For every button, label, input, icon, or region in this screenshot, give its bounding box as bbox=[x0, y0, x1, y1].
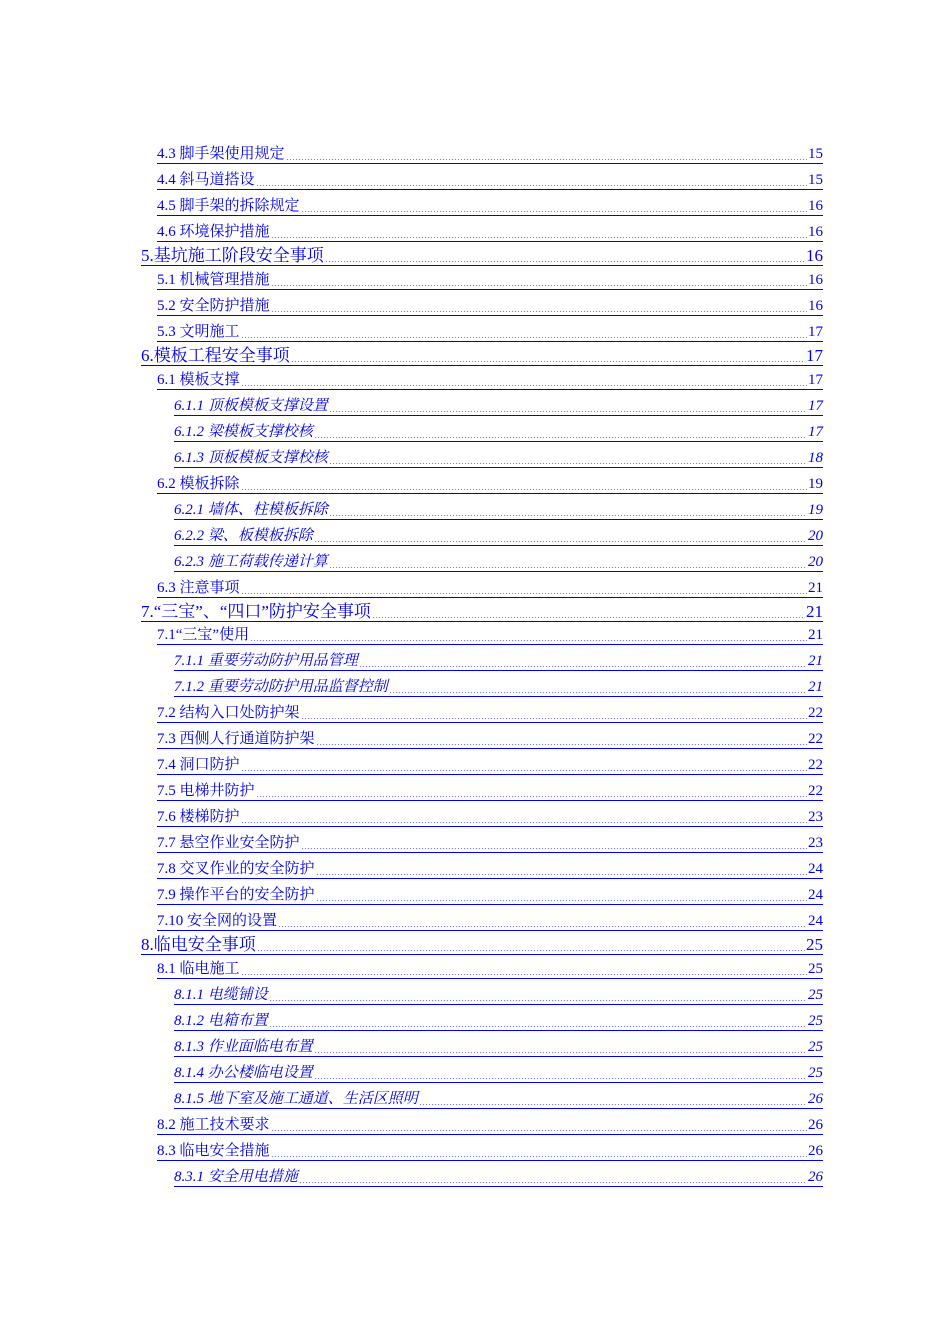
toc-entry[interactable] bbox=[157, 726, 823, 749]
toc-leader-dots bbox=[286, 145, 807, 163]
toc-entry-title: 7.8 交叉作业的安全防护 bbox=[157, 861, 315, 877]
toc-page-number: 22 bbox=[808, 783, 823, 799]
toc-entry[interactable] bbox=[174, 1060, 823, 1083]
toc-entry[interactable] bbox=[157, 622, 823, 645]
toc-entry-title: 4.4 斜马道搭设 bbox=[157, 172, 255, 188]
toc-entry[interactable] bbox=[141, 599, 823, 622]
toc-page-number: 25 bbox=[808, 1065, 823, 1081]
toc-page-number: 25 bbox=[808, 961, 823, 977]
toc-entry[interactable] bbox=[141, 243, 823, 266]
toc-page-number: 25 bbox=[806, 935, 823, 954]
toc-leader-dots bbox=[359, 652, 807, 670]
toc-leader-dots bbox=[314, 1038, 807, 1056]
toc-entry-title: 8.1.2 电箱布置 bbox=[174, 1013, 268, 1029]
toc-leader-dots bbox=[316, 886, 807, 904]
toc-leader-dots bbox=[278, 912, 807, 930]
toc-leader-dots bbox=[241, 756, 807, 774]
toc-leader-dots bbox=[316, 860, 807, 878]
toc-entry-title: 6.模板工程安全事项 bbox=[141, 346, 290, 365]
toc-page-number: 23 bbox=[808, 809, 823, 825]
toc-leader-dots bbox=[314, 423, 807, 441]
toc-entry-title: 4.3 脚手架使用规定 bbox=[157, 146, 285, 162]
toc-leader-dots bbox=[301, 834, 807, 852]
toc-leader-dots bbox=[241, 371, 807, 389]
toc-entry[interactable] bbox=[174, 1164, 823, 1187]
toc-page-number: 17 bbox=[808, 324, 823, 340]
toc-entry-title: 5.2 安全防护措施 bbox=[157, 298, 270, 314]
toc-leader-dots bbox=[241, 579, 807, 597]
toc-leader-dots bbox=[325, 247, 805, 265]
toc-page-number: 16 bbox=[808, 298, 823, 314]
toc-entry[interactable] bbox=[157, 778, 823, 801]
toc-leader-dots bbox=[241, 960, 807, 978]
toc-entry[interactable] bbox=[157, 882, 823, 905]
toc-entry[interactable] bbox=[174, 1008, 823, 1031]
toc-page-number: 22 bbox=[808, 757, 823, 773]
toc-entry[interactable] bbox=[157, 319, 823, 342]
toc-entry-title: 7.2 结构入口处防护架 bbox=[157, 705, 300, 721]
toc-leader-dots bbox=[256, 171, 807, 189]
toc-entry-title: 4.6 环境保护措施 bbox=[157, 224, 270, 240]
toc-entry-title: 6.1.1 顶板模板支撑设置 bbox=[174, 398, 328, 414]
toc-entry-title: 7.6 楼梯防护 bbox=[157, 809, 240, 825]
toc-entry[interactable] bbox=[157, 167, 823, 190]
toc-page-number: 18 bbox=[808, 450, 823, 466]
toc-entry-title: 8.1.3 作业面临电布置 bbox=[174, 1039, 313, 1055]
toc-entry-title: 7.9 操作平台的安全防护 bbox=[157, 887, 315, 903]
toc-leader-dots bbox=[271, 297, 807, 315]
toc-entry[interactable] bbox=[157, 1138, 823, 1161]
toc-entry-title: 8.1 临电施工 bbox=[157, 961, 240, 977]
toc-page-number: 23 bbox=[808, 835, 823, 851]
toc-page-number: 15 bbox=[808, 146, 823, 162]
toc-entry-title: 6.2.1 墙体、柱模板拆除 bbox=[174, 502, 328, 518]
toc-entry[interactable] bbox=[157, 219, 823, 242]
toc-page-number: 26 bbox=[808, 1143, 823, 1159]
toc-entry[interactable] bbox=[174, 674, 823, 697]
toc-entry[interactable] bbox=[157, 141, 823, 164]
toc-page-number: 21 bbox=[808, 627, 823, 643]
toc-leader-dots bbox=[329, 501, 807, 519]
toc-page-number: 17 bbox=[808, 398, 823, 414]
toc-entry[interactable] bbox=[174, 419, 823, 442]
toc-entry[interactable] bbox=[174, 549, 823, 572]
toc-page-number: 16 bbox=[808, 272, 823, 288]
toc-entry-title: 5.1 机械管理措施 bbox=[157, 272, 270, 288]
toc-entry-title: 8.3.1 安全用电措施 bbox=[174, 1169, 298, 1185]
toc-entry-title: 8.1.5 地下室及施工通道、生活区照明 bbox=[174, 1091, 418, 1107]
toc-entry-title: 5.基坑施工阶段安全事项 bbox=[141, 246, 324, 265]
toc-leader-dots bbox=[301, 704, 807, 722]
toc-leader-dots bbox=[314, 527, 807, 545]
toc-entry-title: 7.1.2 重要劳动防护用品监督控制 bbox=[174, 679, 388, 695]
toc-entry[interactable] bbox=[157, 908, 823, 931]
toc-page-number: 17 bbox=[808, 372, 823, 388]
toc-entry[interactable] bbox=[157, 267, 823, 290]
toc-entry[interactable] bbox=[174, 393, 823, 416]
toc-page-number: 21 bbox=[808, 653, 823, 669]
toc-leader-dots bbox=[299, 1168, 807, 1186]
toc-leader-dots bbox=[271, 271, 807, 289]
toc-entry-title: 7.4 洞口防护 bbox=[157, 757, 240, 773]
toc-entry-title: 7.3 西侧人行通道防护架 bbox=[157, 731, 315, 747]
toc-leader-dots bbox=[419, 1090, 807, 1108]
toc-page-number: 19 bbox=[808, 502, 823, 518]
toc-entry[interactable] bbox=[157, 956, 823, 979]
toc-entry-title: 6.1 模板支撑 bbox=[157, 372, 240, 388]
toc-entry-title: 6.1.2 梁模板支撑校核 bbox=[174, 424, 313, 440]
toc-leader-dots bbox=[329, 449, 807, 467]
toc-page-number: 21 bbox=[806, 602, 823, 621]
toc-leader-dots bbox=[291, 347, 805, 365]
toc-entry-title: 7.1“三宝”使用 bbox=[157, 627, 250, 643]
toc-leader-dots bbox=[329, 397, 807, 415]
toc-entry-title: 7.5 电梯井防护 bbox=[157, 783, 255, 799]
toc-entry[interactable] bbox=[141, 932, 823, 955]
toc-entry[interactable] bbox=[157, 700, 823, 723]
toc-leader-dots bbox=[316, 730, 807, 748]
toc-entry-title: 8.3 临电安全措施 bbox=[157, 1143, 270, 1159]
toc-entry[interactable] bbox=[157, 804, 823, 827]
toc-leader-dots bbox=[256, 782, 807, 800]
toc-page-number: 24 bbox=[808, 887, 823, 903]
toc-leader-dots bbox=[241, 475, 807, 493]
toc-leader-dots bbox=[301, 197, 807, 215]
toc-entry[interactable] bbox=[157, 367, 823, 390]
toc-leader-dots bbox=[271, 1116, 807, 1134]
toc-page-number: 19 bbox=[808, 476, 823, 492]
toc-page-number: 17 bbox=[808, 424, 823, 440]
toc-entry-title: 6.2.2 梁、板模板拆除 bbox=[174, 528, 313, 544]
toc-page-number: 25 bbox=[808, 987, 823, 1003]
toc-leader-dots bbox=[314, 1064, 807, 1082]
toc-page-number: 21 bbox=[808, 679, 823, 695]
toc-page-number: 25 bbox=[808, 1013, 823, 1029]
toc-page-number: 20 bbox=[808, 528, 823, 544]
toc-leader-dots bbox=[271, 1142, 807, 1160]
toc-leader-dots bbox=[269, 1012, 807, 1030]
toc-leader-dots bbox=[250, 626, 807, 644]
toc-entry-title: 8.2 施工技术要求 bbox=[157, 1117, 270, 1133]
toc-entry[interactable] bbox=[157, 856, 823, 879]
toc-entry-title: 7.1.1 重要劳动防护用品管理 bbox=[174, 653, 358, 669]
toc-entry-title: 6.2.3 施工荷载传递计算 bbox=[174, 554, 328, 570]
toc-entry[interactable] bbox=[157, 1112, 823, 1135]
toc-page-number: 24 bbox=[808, 861, 823, 877]
toc-entry-title: 7.“三宝”、“四口”防护安全事项 bbox=[141, 602, 371, 621]
toc-page-number: 16 bbox=[806, 246, 823, 265]
toc-entry-title: 7.10 安全网的设置 bbox=[157, 913, 278, 929]
toc-entry[interactable] bbox=[157, 752, 823, 775]
toc-leader-dots bbox=[389, 678, 807, 696]
toc-page-number: 22 bbox=[808, 731, 823, 747]
toc-leader-dots bbox=[241, 808, 807, 826]
toc-page-number: 15 bbox=[808, 172, 823, 188]
toc-page-number: 21 bbox=[808, 580, 823, 596]
toc-leader-dots bbox=[372, 603, 805, 621]
toc-entry[interactable] bbox=[174, 497, 823, 520]
toc-entry[interactable] bbox=[174, 1086, 823, 1109]
toc-entry-title: 6.2 模板拆除 bbox=[157, 476, 240, 492]
toc-page-number: 22 bbox=[808, 705, 823, 721]
toc-entry[interactable] bbox=[174, 523, 823, 546]
toc-leader-dots bbox=[241, 323, 807, 341]
toc-entry[interactable] bbox=[157, 830, 823, 853]
toc-entry[interactable] bbox=[174, 648, 823, 671]
toc-leader-dots bbox=[257, 936, 805, 954]
toc-page-number: 17 bbox=[806, 346, 823, 365]
toc-page-number: 16 bbox=[808, 224, 823, 240]
toc-leader-dots bbox=[271, 223, 807, 241]
toc-page-number: 26 bbox=[808, 1117, 823, 1133]
toc-entry[interactable] bbox=[174, 445, 823, 468]
toc-entry-title: 8.1.1 电缆铺设 bbox=[174, 987, 268, 1003]
toc-page-number: 16 bbox=[808, 198, 823, 214]
toc-page-number: 25 bbox=[808, 1039, 823, 1055]
toc-entry[interactable] bbox=[157, 293, 823, 316]
toc-entry-title: 7.7 悬空作业安全防护 bbox=[157, 835, 300, 851]
toc-entry-title: 6.3 注意事项 bbox=[157, 580, 240, 596]
toc-leader-dots bbox=[269, 986, 807, 1004]
toc-page-number: 26 bbox=[808, 1169, 823, 1185]
toc-page-number: 24 bbox=[808, 913, 823, 929]
toc-entry-title: 5.3 文明施工 bbox=[157, 324, 240, 340]
toc-page-number: 20 bbox=[808, 554, 823, 570]
toc-page-number: 26 bbox=[808, 1091, 823, 1107]
toc-entry[interactable] bbox=[157, 575, 823, 598]
toc-entry-title: 4.5 脚手架的拆除规定 bbox=[157, 198, 300, 214]
toc-entry[interactable] bbox=[157, 193, 823, 216]
toc-entry-title: 8.1.4 办公楼临电设置 bbox=[174, 1065, 313, 1081]
toc-leader-dots bbox=[329, 553, 807, 571]
toc-entry[interactable] bbox=[141, 343, 823, 366]
toc-entry[interactable] bbox=[157, 471, 823, 494]
toc-entry-title: 8.临电安全事项 bbox=[141, 935, 256, 954]
toc-entry-title: 6.1.3 顶板模板支撑校核 bbox=[174, 450, 328, 466]
toc-entry[interactable] bbox=[174, 1034, 823, 1057]
toc-entry[interactable] bbox=[174, 982, 823, 1005]
